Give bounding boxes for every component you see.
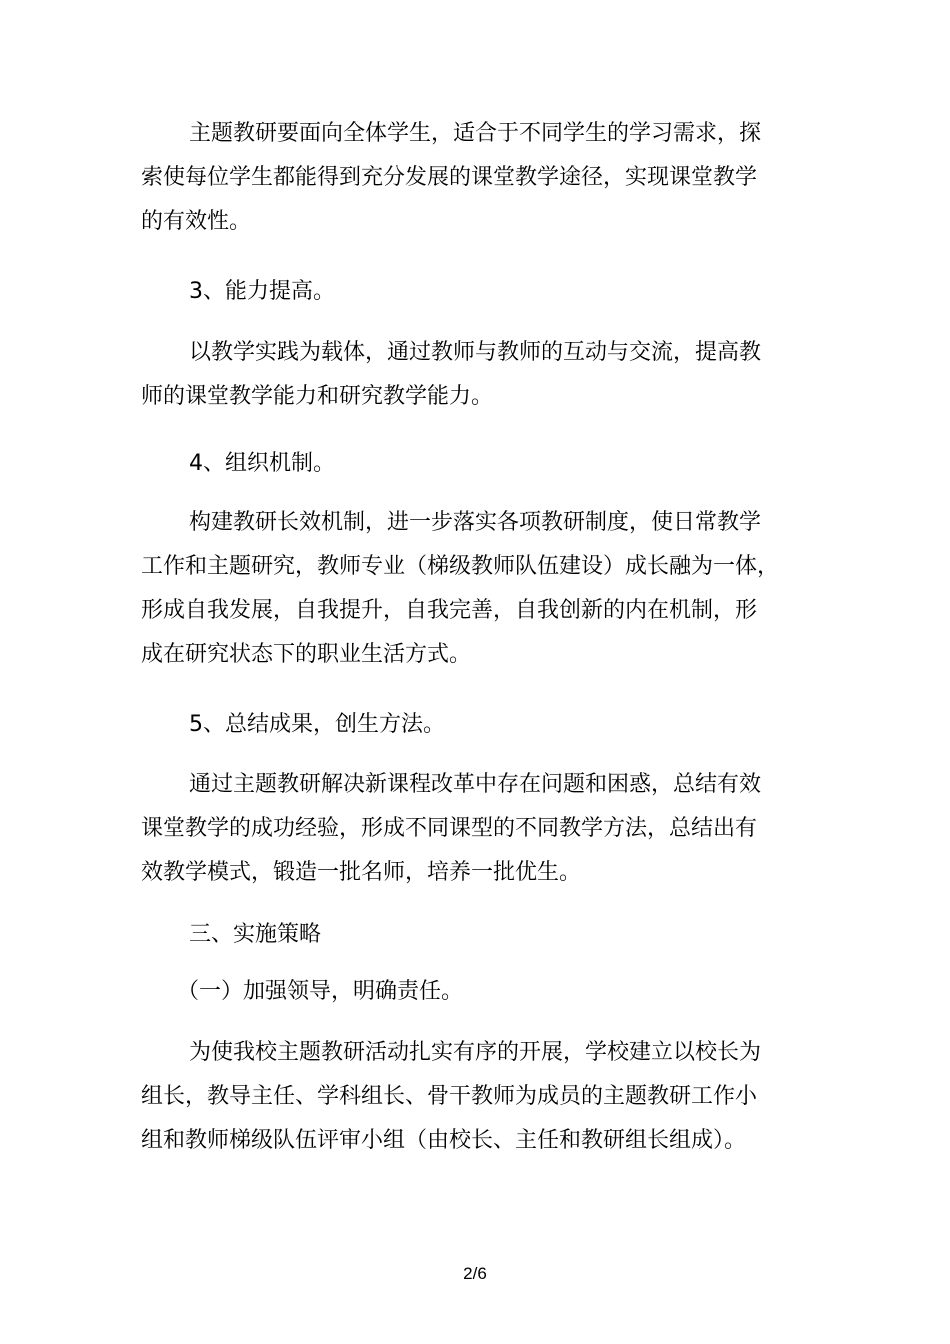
text-line: 效教学模式，锻造一批名师，培养一批优生。 (141, 860, 582, 885)
text-line: 组和教师梯级队伍评审小组（由校长、主任和教研组长组成）。 (141, 1128, 747, 1153)
paragraph-ability (141, 331, 821, 419)
section-heading-ability (189, 270, 821, 314)
text-line: 工作和主题研究，教师专业（梯级教师队伍建设）成长融为一体， (141, 554, 780, 579)
text-line: 组长，教导主任、学科组长、骨干教师为成员的主题教研工作小 (141, 1084, 758, 1109)
text-line: 主题教研要面向全体学生，适合于不同学生的学习需求，探 (189, 121, 762, 146)
text-line: 索使每位学生都能得到充分发展的课堂教学途径，实现课堂教学 (141, 165, 758, 190)
paragraph-leadership (141, 1031, 821, 1163)
paragraph-student-oriented (141, 112, 821, 244)
text-line: 的有效性。 (141, 209, 252, 234)
text-line: 成在研究状态下的职业生活方式。 (141, 642, 472, 667)
page-number: 2/6 (463, 1264, 487, 1283)
text-line: 通过主题教研解决新课程改革中存在问题和困惑，总结有效 (189, 772, 762, 797)
section-heading-results (189, 703, 821, 747)
paragraph-results (141, 763, 821, 895)
text-line: 为使我校主题教研活动扎实有序的开展，学校建立以校长为 (189, 1040, 762, 1065)
section-heading-strategy (189, 913, 821, 957)
heading-text: 三、实施策略 (189, 922, 322, 947)
text-line: 师的课堂教学能力和研究教学能力。 (141, 384, 494, 409)
text-line: 形成自我发展，自我提升，自我完善，自我创新的内在机制，形 (141, 598, 758, 623)
text-line: 构建教研长效机制，进一步落实各项教研制度，使日常教学 (189, 510, 762, 535)
section-heading-mechanism (189, 442, 821, 486)
heading-text: （一）加强领导，明确责任。 (177, 979, 464, 1004)
heading-text: 3、能力提高。 (189, 279, 335, 304)
heading-text: 4、组织机制。 (189, 451, 335, 476)
text-line: 课堂教学的成功经验，形成不同课型的不同教学方法，总结出有 (141, 816, 758, 841)
subsection-heading-leadership (177, 970, 809, 1014)
paragraph-mechanism (141, 501, 821, 677)
text-line: 以教学实践为载体，通过教师与教师的互动与交流，提高教 (189, 340, 762, 365)
heading-text: 5、总结成果，创生方法。 (189, 712, 445, 737)
